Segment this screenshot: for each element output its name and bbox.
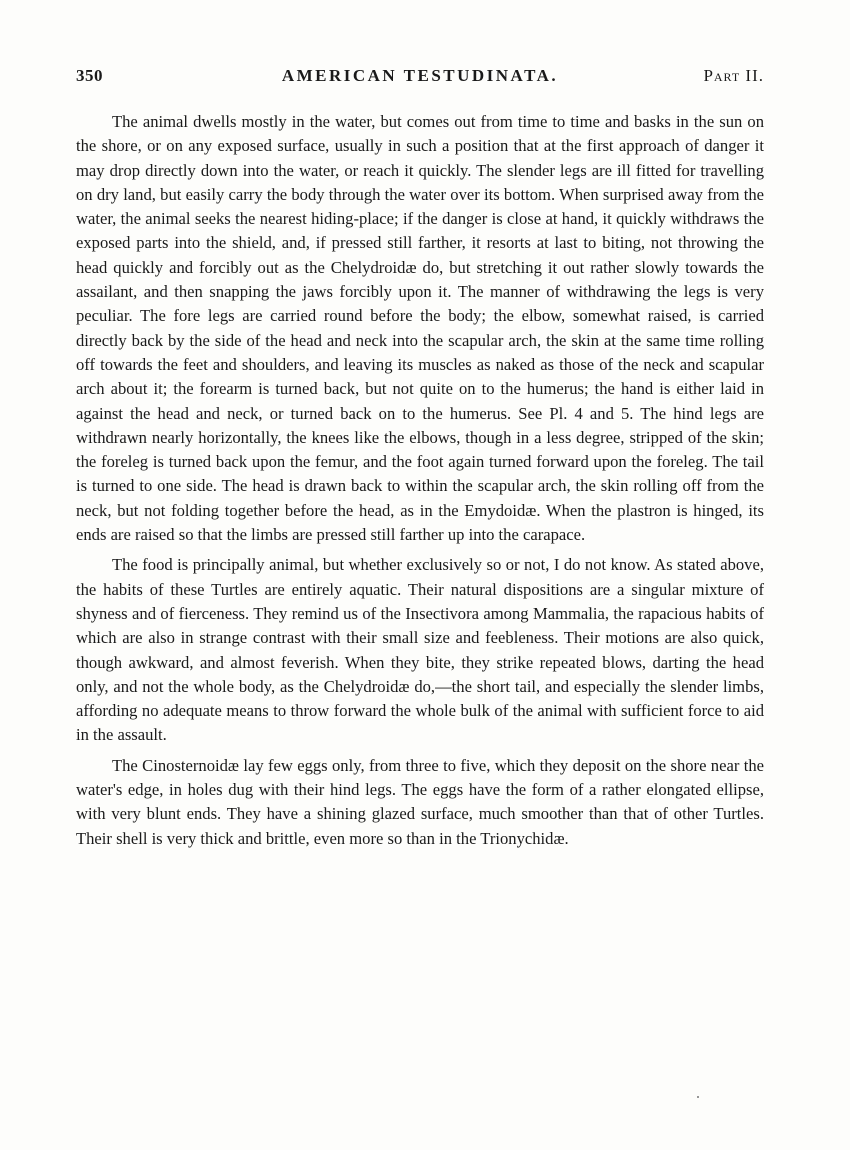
paragraph-eggs: The Cinosternoidæ lay few eggs only, from three to five, which they deposit on the shore near the water's edge, in holes dug with their hind legs. The eggs have the form of a rather elongated ellipse, with very blunt ends. They have a shining glazed surface, much smoother than that of other Turtles. Their shell is very thick and brittle, even more so than in the Trionychidæ. xyxy=(76,755,764,848)
body-text xyxy=(76,110,764,857)
paragraph-habits: The animal dwells mostly in the water, but comes out from time to time and basks in the sun on the shore, or on any exposed surface, usually in such a position that at the first approach of danger it may drop directly down into the water, or reach it quickly. The slender legs are ill fitted for travelling on dry land, but easily carry the body through the water over its bottom. When surprised away from the water, the animal seeks the nearest hiding-place; if the danger is close at hand, it quickly withdraws the exposed parts into the shield, and, if pressed still farther, it resorts at last to biting, not throwing the head quickly and forcibly out as the Chelydroidæ do, but stretching it out rather slowly towards the assailant, and then snapping the jaws forcibly upon it. The manner of withdrawing the legs is very peculiar. The fore legs are carried round before the body; the elbow, somewhat raised, is carried directly back by the side of the head and neck into the scapular arch, the skin at the same time rolling off towards the feet and shoulders, and leaving its muscles as naked as those of the neck and scapular arch about it; the forearm is turned back, but not quite on to the humerus; the hand is either laid in against the head and neck, or turned back on to the humerus. See Pl. 4 and 5. The hind legs are withdrawn nearly horizontally, the knees like the elbows, though in a less degree, stripped of the skin; the foreleg is turned back upon the femur, and the foot again turned forward upon the foreleg. The tail is turned to one side. The head is drawn back to within the scapular arch, the skin rolling off from the neck, but not folding together before the head, as in the Emydoidæ. When the plastron is hinged, its ends are raised so that the limbs are pressed still farther up into the carapace. xyxy=(76,112,764,545)
page-number: 350 xyxy=(76,66,103,85)
part-label: Part II. xyxy=(703,66,764,85)
running-title: AMERICAN TESTUDINATA. xyxy=(281,66,559,85)
running-head xyxy=(76,66,764,90)
paper-speck xyxy=(697,1096,699,1098)
paragraph-food: The food is principally animal, but whether exclusively so or not, I do not know. As stated above, the habits of these Turtles are entirely aquatic. Their natural dispositions are a singular mixture of shyness and of fierceness. They remind us of the Insectivora among Mammalia, the rapacious habits of which are also in strange contrast with their small size and feebleness. Their motions are also quick, though awkward, and almost feverish. When they bite, they strike repeated blows, darting the head only, and not the whole body, as the Chelydroidæ do,—the short tail, and especially the slender limbs, affording no adequate means to throw forward the whole bulk of the animal with sufficient force to aid in the assault. xyxy=(76,555,764,745)
